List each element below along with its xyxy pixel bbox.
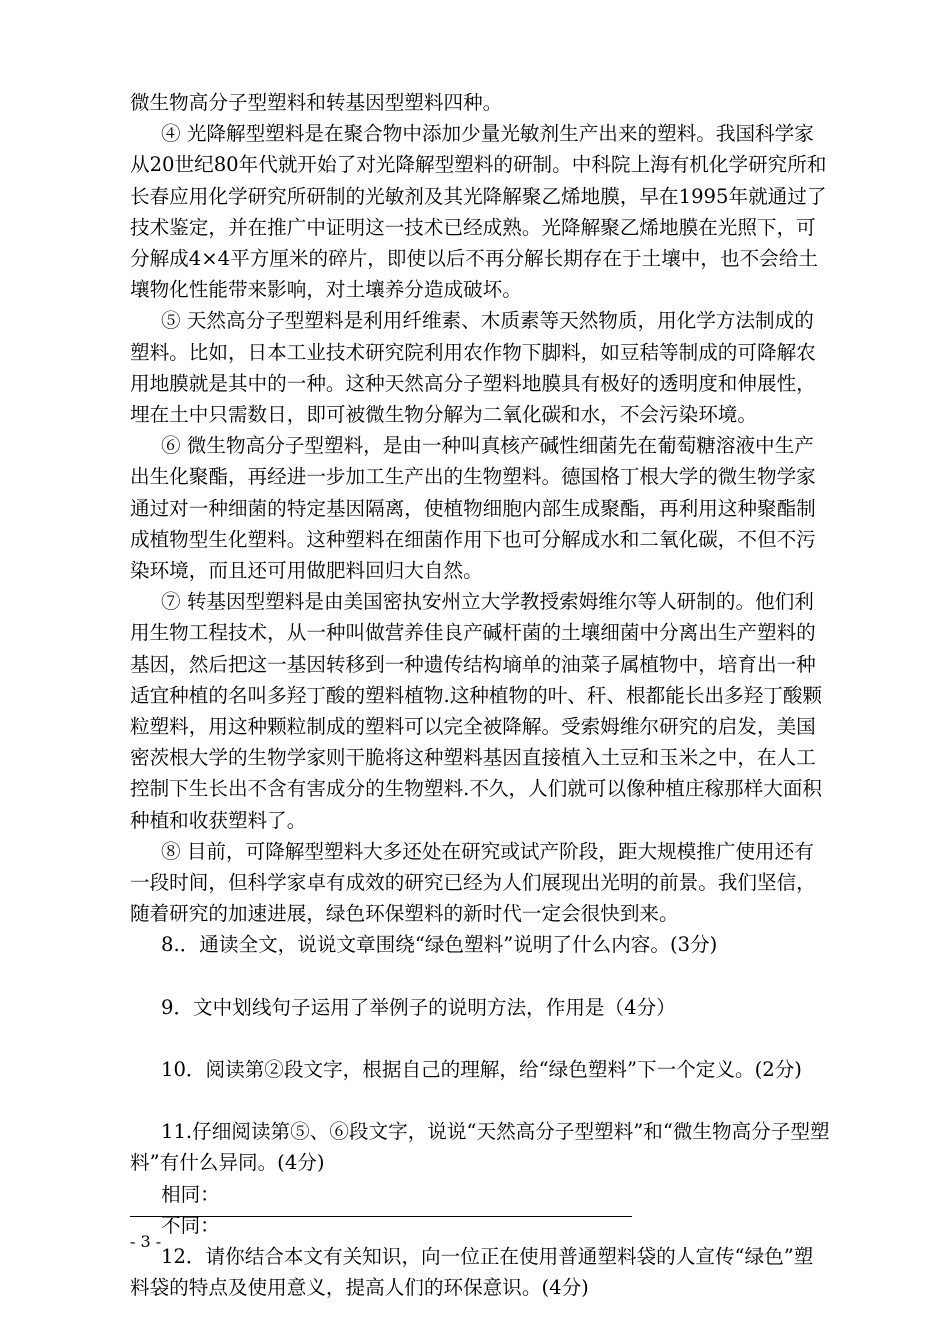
paragraph-4: ④ 光降解型塑料是在聚合物中添加少量光敏剂生产出来的塑料。我国科学家从20世纪80年代就开始了对光降解型塑料的研制。中科院上海有机化学研究所和长春应用化学研究所研制的光敏剂及其光降解聚乙烯地膜，早在1995年就通过了技术鉴定，并在推广中证明这一技术已经成熟。光降解聚乙烯地膜在光照下，可分解成4×4平方厘米的碎片，即使以后不再分解长期存在于土壤中，也不会给土壤物化性能带来影响，对土壤养分造成破坏。 bbox=[130, 122, 827, 302]
paragraph-8: ⑧ 目前，可降解型塑料大多还处在研究或试产阶段，距大规模推广使用还有一段时间，但科学家卓有成效的研究已经为人们展现出光明的前景。我们坚信，随着研究的加速进展，绿色环保塑料的新时代一定会很快到来。 bbox=[130, 839, 816, 926]
question-11: 11.仔细阅读第⑤、⑥段文字，说说“天然高分子型塑料”和“微生物高分子型塑料”有什么异同。(4分) bbox=[130, 1120, 830, 1175]
question-8: 8.．通读全文，说说文章围绕“绿色塑料”说明了什么内容。(3分) bbox=[161, 933, 718, 957]
paragraph-3-tail: 微生物高分子型塑料和转基因型塑料四种。 bbox=[130, 91, 503, 114]
paragraph-6: ⑥ 微生物高分子型塑料，是由一种叫真核产碱性细菌先在葡萄糖溶液中生产出生化聚酯，再经进一步加工生产出的生物塑料。德国格丁根大学的微生物学家通过对一种细菌的特定基因隔离，使植物细胞内部生成聚酯，再利用这种聚酯制成植物型生化塑料。这种塑料在细菌作用下也可分解成水和二氧化碳，不但不污染环境，而且还可用做肥料回归大自然。 bbox=[130, 434, 816, 583]
question-11-diff: 不同： bbox=[161, 1213, 220, 1237]
question-9: 9．文中划线句子运用了举例子的说明方法，作用是（4分） bbox=[161, 995, 676, 1019]
question-12: 12．请你结合本文有关知识，向一位正在使用普通塑料袋的人宣传“绿色”塑料袋的特点及使用意义，提高人们的环保意识。(4分) bbox=[130, 1244, 814, 1300]
footer-rule bbox=[130, 1216, 632, 1217]
article-body bbox=[130, 87, 830, 1303]
paragraph-5: ⑤ 天然高分子型塑料是利用纤维素、木质素等天然物质，用化学方法制成的塑料。比如，日本工业技术研究院利用农作物下脚料，如豆秸等制成的可降解农用地膜就是其中的一种。这种天然高分子塑料地膜具有极好的透明度和伸展性，埋在土中只需数日，即可被微生物分解为二氧化碳和水，不会污染环境。 bbox=[130, 309, 816, 427]
question-11-same: 相同： bbox=[161, 1182, 220, 1206]
question-10: 10．阅读第②段文字，根据自己的理解，给“绿色塑料”下一个定义。(2分) bbox=[161, 1057, 802, 1081]
paragraph-7: ⑦ 转基因型塑料是由美国密执安州立大学教授索姆维尔等人研制的。他们利用生物工程技术，从一种叫做营养佳良产碱杆菌的土壤细菌中分离出生产塑料的基因，然后把这一基因转移到一种遗传结构墒单的油菜子属植物中，培育出一种适宜种植的名叫多羟丁酸的塑料植物.这种植物的叶、秆、根都能长出多羟丁酸颗粒塑料，用这种颗粒制成的塑料可以完全被降解。受索姆维尔研究的启发，美国密茨根大学的生物学家则干脆将这种塑料基因直接植入土豆和玉米之中，在人工控制下生长出不含有害成分的生物塑料.不久，人们就可以像种植庄稼那样大面积种植和收获塑料了。 bbox=[130, 590, 823, 832]
page-number: - 3 - bbox=[130, 1232, 162, 1251]
